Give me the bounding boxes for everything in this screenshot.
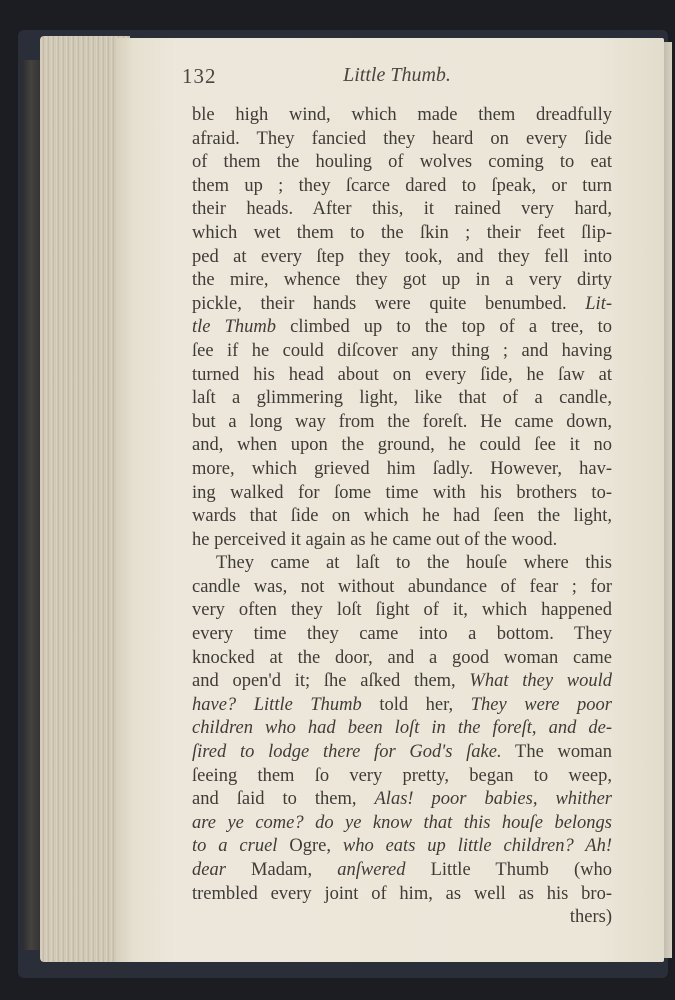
text-line: wards that ſide on which he had ſeen the light, [192,506,612,527]
text-line: candle was, not without abundance of fear ; for [192,576,612,597]
text-line: very often they loſt ſight of it, which happened [192,600,612,621]
text-line: pickle, their hands were quite benumbed. Lit- [192,293,612,314]
text-line: more, which grieved him ſadly. However, hav- [192,458,612,479]
text-line: ſee if he could diſcover any thing ; and having [192,340,612,361]
text-line: ſeeing them ſo very pretty, began to weep, [192,765,612,786]
text-line: ble high wind, which made them dreadfully [192,105,612,125]
page-number: 132 [182,64,217,88]
text-line: tle Thumb climbed up to the top of a tree, to [192,317,612,338]
text-line: and, when upon the ground, he could ſee it no [192,435,612,456]
text-line: which wet them to the ſkin ; their feet ſlip- [192,222,612,243]
text-line: and open'd it; ſhe aſked them, What they would [192,671,612,692]
text-line: children who had been loſt in the foreſt, and de- [192,718,613,739]
text-line: every time they came into a bottom. They [192,624,612,645]
text-line: of them the houling of wolves coming to eat [192,152,612,173]
text-line: have? Little Thumb told her, They were poor [192,694,613,715]
text-line: thers) [569,907,612,928]
text-line: and ſaid to them, Alas! poor babies, whither [192,789,612,810]
text-line: knocked at the door, and a good woman came [192,647,612,668]
text-line: their heads. After this, it rained very hard, [192,199,612,220]
running-title: Little Thumb. [343,64,451,86]
page-header [182,62,612,92]
text-line: to a cruel Ogre, who eats up little children? Ah! [192,836,612,857]
text-line: trembled every joint of him, as well as his bro- [192,883,612,904]
text-line: ſired to lodge there for God's ſake. The woman [192,742,612,763]
body-text [192,104,612,930]
text-line: afraid. They fancied they heard on every ſide [192,128,612,149]
text-line: dear Madam, anſwered Little Thumb (who [192,860,613,880]
text-line: ing walked for ſome time with his brothers to- [192,482,612,503]
text-line: he perceived it again as he came out of the wood. [192,529,558,550]
text-line: the mire, whence they got up in a very dirty [192,270,612,291]
paragraph-start-line: They came at laſt to the houſe where this [216,553,612,574]
text-line: but a long way from the foreſt. He came down, [192,411,612,432]
text-line: turned his head about on every ſide, he ſaw at [192,364,612,385]
text-line: laſt a glimmering light, like that of a candle, [192,388,612,409]
text-line: are ye come? do ye know that this houſe belongs [192,812,612,833]
text-line: them up ; they ſcarce dared to ſpeak, or turn [192,175,612,196]
text-line: ped at every ſtep they took, and they fell into [192,246,612,267]
